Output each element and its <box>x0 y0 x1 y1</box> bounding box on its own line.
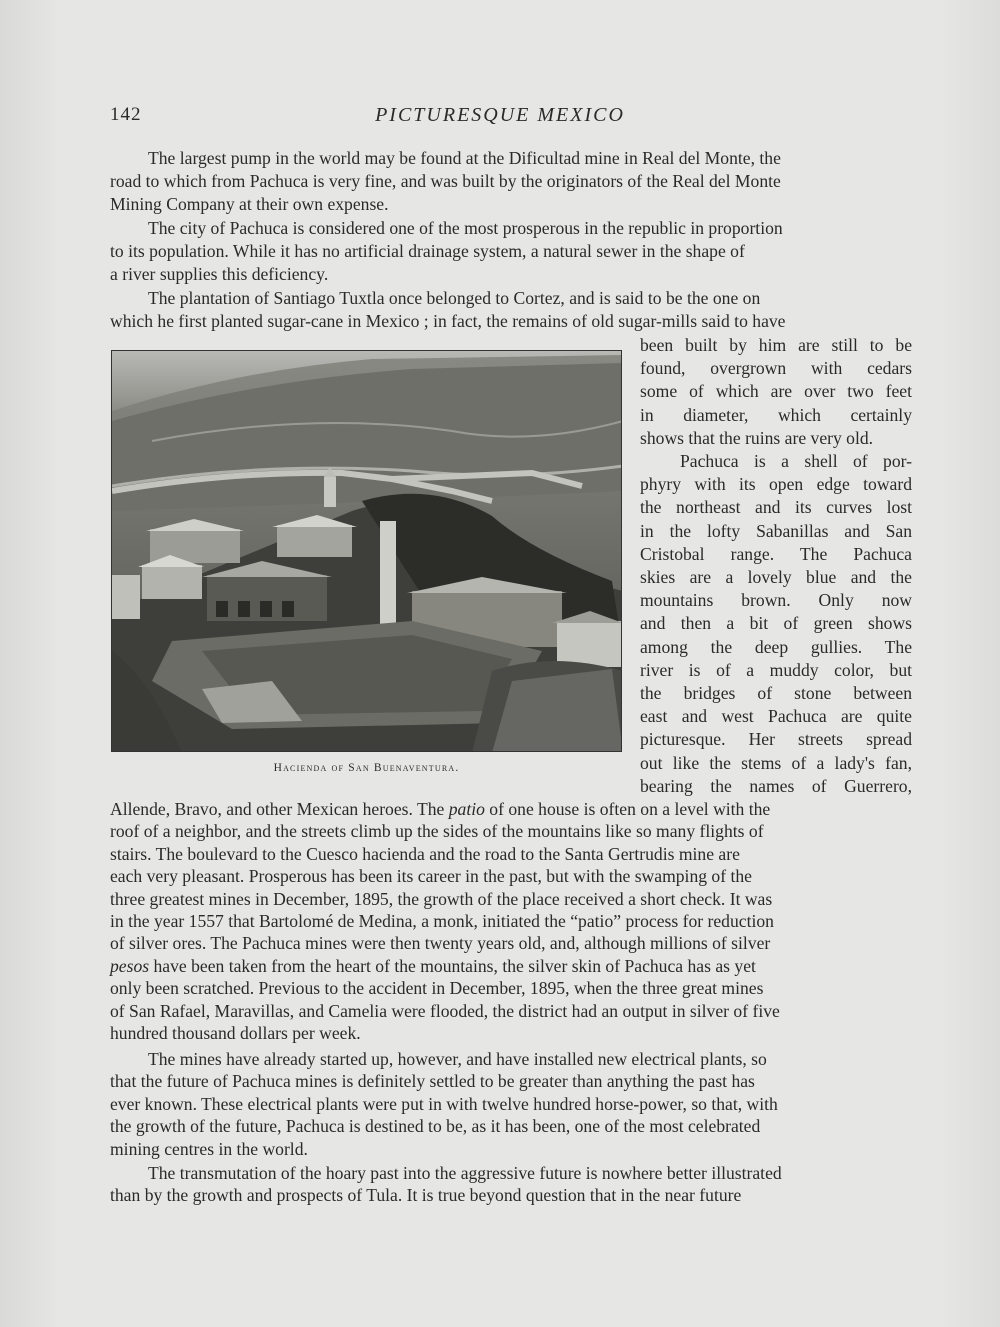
hacienda-photograph <box>111 350 622 752</box>
text-line: mining centres in the world. <box>110 1138 308 1159</box>
text-line: in the year 1557 that Bartolomé de Medina, a monk, initiated the “patio” process for reduction <box>110 911 774 932</box>
text-line: mountains brown. Only now <box>640 590 912 611</box>
page-number: 142 <box>110 104 142 125</box>
text-line: of San Rafael, Maravillas, and Camelia were flooded, the district had an output in silver of five <box>110 1000 780 1021</box>
paragraph-plantation <box>110 287 912 333</box>
text-line: Pachuca is a shell of por- <box>680 451 912 472</box>
text-line: picturesque. Her streets spread <box>640 729 912 750</box>
text-line: of silver ores. The Pachuca mines were then twenty years old, and, although millions of silver <box>110 933 771 954</box>
text-line: river is of a muddy color, but <box>640 659 912 680</box>
text-line: out like the stems of a lady's fan, <box>640 752 912 773</box>
text-line: found, overgrown with cedars <box>640 358 912 379</box>
text-line: phyry with its open edge toward <box>640 474 912 495</box>
text-line: road to which from Pachuca is very fine, and was built by the originators of the Real del Monte <box>110 171 781 191</box>
paragraph-pump <box>110 147 912 216</box>
text-line: that the future of Pachuca mines is definitely settled to be greater than anything the past has <box>110 1071 755 1092</box>
text-line: The mines have already started up, however, and have installed new electrical plants, so <box>148 1049 767 1069</box>
text-line: been built by him are still to be <box>640 335 912 355</box>
paragraph-tula <box>110 1162 912 1207</box>
text-line: Mining Company at their own expense. <box>110 194 389 214</box>
text-line: pesos have been taken from the heart of the mountains, the silver skin of Pachuca has as yet <box>110 955 756 976</box>
text-line: Cristobal range. The Pachuca <box>640 543 912 564</box>
text-line: in the lofty Sabanillas and San <box>640 520 912 541</box>
text-line: each very pleasant. Prosperous has been its career in the past, but with the swamping of the <box>110 866 752 887</box>
text-line: three greatest mines in December, 1895, the growth of the place received a short check. It was <box>110 888 773 909</box>
text-line: and then a bit of green shows <box>640 613 912 634</box>
text-line: among the deep gullies. The <box>640 636 912 657</box>
running-title: PICTURESQUE MEXICO <box>375 104 625 126</box>
text-line: than by the growth and prospects of Tula. It is true beyond question that in the near future <box>110 1185 742 1206</box>
paragraph-city <box>110 217 912 286</box>
text-line: roof of a neighbor, and the streets climb up the sides of the mountains like so many flights of <box>110 821 764 842</box>
text-line: The largest pump in the world may be found at the Dificultad mine in Real del Monte, the <box>148 148 781 168</box>
text-line: east and west Pachuca are quite <box>640 706 912 727</box>
text-line: shows that the ruins are very old. <box>640 427 874 448</box>
text-line: a river supplies this deficiency. <box>110 264 329 284</box>
text-line: which he first planted sugar-cane in Mexico ; in fact, the remains of old sugar-mills said to have <box>110 311 786 331</box>
text-line: the northeast and its curves lost <box>640 497 912 518</box>
text-line: some of which are over two feet <box>640 381 912 402</box>
text-line: stairs. The boulevard to the Cuesco hacienda and the road to the Santa Gertrudis mine are <box>110 843 740 864</box>
text-line: The plantation of Santiago Tuxtla once belonged to Cortez, and is said to be the one on <box>148 288 761 308</box>
figure-caption: Hacienda of San Buenaventura. <box>273 762 460 774</box>
text-line: the growth of the future, Pachuca is destined to be, as it has been, one of the most celebrated <box>110 1116 761 1137</box>
text-line: in diameter, which certainly <box>640 404 912 425</box>
text-line: The city of Pachuca is considered one of the most prosperous in the republic in proportion <box>148 218 783 238</box>
text-line: hundred thousand dollars per week. <box>110 1023 361 1044</box>
side-column <box>640 334 912 798</box>
text-line: bearing the names of Guerrero, <box>640 775 912 796</box>
paragraph-electrical <box>110 1048 912 1160</box>
text-line: The transmutation of the hoary past into the aggressive future is nowhere better illustrated <box>148 1163 782 1183</box>
text-line: ever known. These electrical plants were put in with twelve hundred horse-power, so that, with <box>110 1093 778 1114</box>
paragraph-streets <box>110 798 912 1044</box>
text-line: only been scratched. Previous to the accident in December, 1895, when the three great mines <box>110 978 764 999</box>
text-line: Allende, Bravo, and other Mexican heroes. The patio of one house is often on a level with the <box>110 799 771 819</box>
text-line: the bridges of stone between <box>640 683 912 704</box>
text-line: skies are a lovely blue and the <box>640 567 912 588</box>
text-line: to its population. While it has no artificial drainage system, a natural sewer in the shape of <box>110 241 745 261</box>
